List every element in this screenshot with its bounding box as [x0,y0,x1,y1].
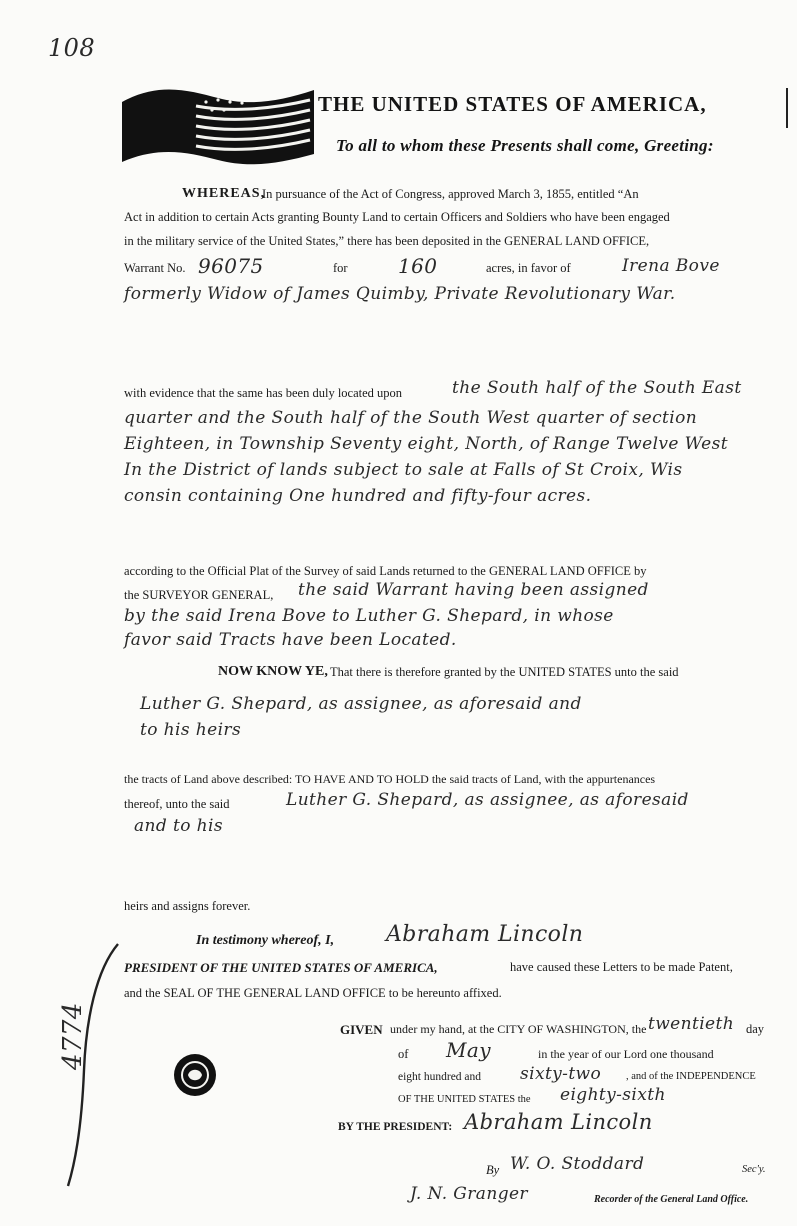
location-line-4: In the District of lands subject to sale at Falls of St Croix, Wis [124,460,683,480]
assignment-line-1: the said Warrant having been assigned [298,580,649,600]
assignment-line-2: by the said Irena Bove to Luther G. Shepard, in whose [124,606,614,626]
given-label: GIVEN [340,1022,383,1037]
body-line-3: in the military service of the United States,” there has been deposited in the GENERAL LAND OFFICE, [124,234,650,248]
grant-text: That there is therefore granted by the UNITED STATES unto the said [330,665,679,679]
heirs-line: heirs and assigns forever. [124,899,251,913]
recorder-signature: J. N. Granger [410,1184,528,1204]
holder-line-1: Luther G. Shepard, as assignee, as aforesaid [286,790,689,810]
acres-label: acres, in favor of [486,261,571,275]
location-line-2: quarter and the South half of the South West quarter of section [124,408,698,428]
document-title: THE UNITED STATES OF AMERICA, [318,92,707,116]
evidence-label: with evidence that the same has been duly located upon [124,386,403,400]
independence-text: , and of the INDEPENDENCE [626,1071,756,1082]
assignment-line-3: favor said Tracts have been Located. [124,630,457,650]
thereof-label: thereof, unto the said [124,797,230,811]
of-label: of [398,1047,409,1061]
margin-note: 4774 [58,1002,88,1070]
body-line-2: Act in addition to certain Acts granting Bounty Land to certain Officers and Soldiers who have been engaged [124,210,670,224]
favor-line-2: formerly Widow of James Quimby, Private Revolutionary War. [124,284,676,304]
greeting-line: To all to whom these Presents shall come, Greeting: [336,136,714,155]
surveyor-label: the SURVEYOR GENERAL, [124,588,274,602]
month-value: May [446,1038,491,1062]
president-line: PRESIDENT OF THE UNITED STATES OF AMERICA, [124,960,438,975]
now-know-ye: NOW KNOW YE, [218,664,328,679]
land-office-seal-icon [172,1052,218,1098]
location-line-3: Eighteen, in Township Seventy eight, North, of Range Twelve West [124,434,728,454]
corner-page-number: 108 [48,34,96,62]
by-label: By [486,1163,500,1177]
patent-text: have caused these Letters to be made Patent, [510,960,733,974]
acres-value: 160 [398,254,438,278]
flag-emblem-icon [118,72,318,172]
warrant-label: Warrant No. [124,261,186,275]
seal-line: and the SEAL OF THE GENERAL LAND OFFICE to be hereunto affixed. [124,986,502,1000]
by-president-label: BY THE PRESIDENT: [338,1121,453,1133]
year-text: in the year of our Lord one thousand [538,1047,714,1061]
edge-mark [786,88,796,128]
day-value: twentieth [648,1014,735,1034]
secretary-label: Sec'y. [742,1164,766,1175]
independence-value: eighty-sixth [560,1085,666,1105]
of-us-label: OF THE UNITED STATES the [398,1094,531,1105]
president-signature: Abraham Lincoln [464,1110,653,1134]
plat-line: according to the Official Plat of the Survey of said Lands returned to the GENERAL LAND OFFICE by [124,564,647,578]
warrant-number: 96075 [198,254,264,278]
grantee-line-1: Luther G. Shepard, as assignee, as aforesaid and [140,694,582,714]
testimony-signer: Abraham Lincoln [386,922,584,947]
recorder-label: Recorder of the General Land Office. [594,1194,749,1205]
for-label: for [333,261,348,275]
location-line-1: the South half of the South East [452,378,742,398]
day-label: day [746,1022,765,1036]
favor-name: Irena Bove [622,256,720,276]
secretary-signature: W. O. Stoddard [510,1154,645,1174]
testimony-label: In testimony whereof, I, [196,933,335,948]
grantee-line-2: to his heirs [140,720,242,740]
year-value: sixty-two [520,1064,602,1084]
given-text: under my hand, at the CITY OF WASHINGTON, the [390,1022,647,1036]
location-line-5: consin containing One hundred and fifty-four acres. [124,486,592,506]
whereas-label: WHEREAS, [182,186,266,201]
body-line-1: In pursuance of the Act of Congress, approved March 3, 1855, entitled “An [262,187,639,201]
holder-line-2: and to his [134,816,223,836]
tract-line: the tracts of Land above described: TO HAVE AND TO HOLD the said tracts of Land, with the appurtenances [124,772,656,786]
eight-hundred-label: eight hundred and [398,1071,482,1083]
